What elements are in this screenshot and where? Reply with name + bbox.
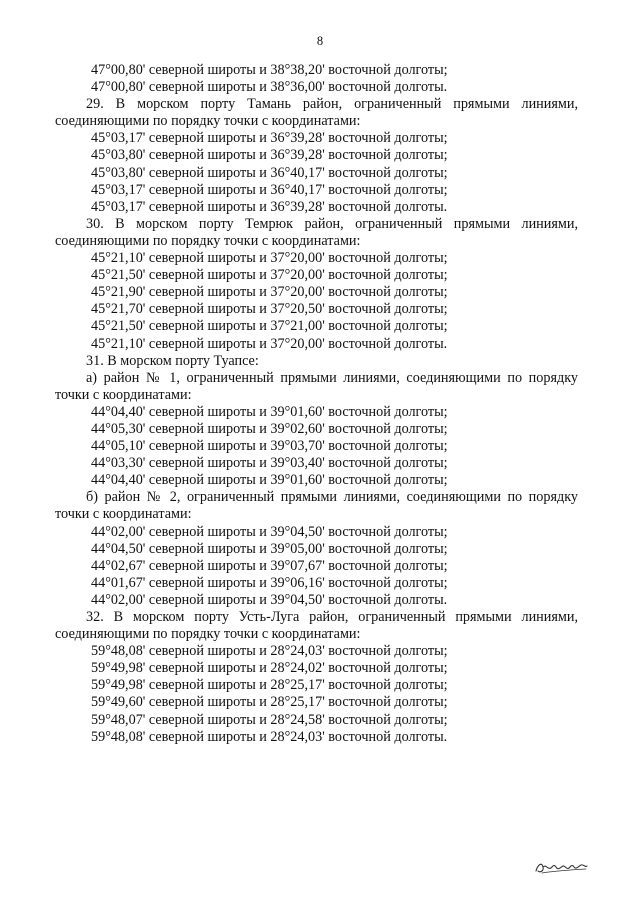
coordinate-line: 47°00,80' северной широты и 38°36,00' восточной долготы. (91, 79, 448, 96)
coordinate-line: 45°03,80' северной широты и 36°39,28' восточной долготы; (91, 147, 448, 164)
numbered-paragraph: 31. В морском порту Туапсе: (86, 352, 259, 369)
coordinate-line: 44°02,00' северной широты и 39°04,50' восточной долготы. (91, 591, 448, 608)
subparagraph: б) район № 2, ограниченный прямыми линиями, соединяющими по порядку точки с координатами: (55, 489, 578, 523)
coordinate-line: 45°21,50' северной широты и 37°20,00' восточной долготы; (91, 267, 448, 284)
coordinate-line: 59°48,07' северной широты и 28°24,58' восточной долготы; (91, 711, 448, 728)
coordinate-line: 45°21,90' северной широты и 37°20,00' восточной долготы; (91, 284, 448, 301)
coordinate-line: 45°21,10' северной широты и 37°20,00' восточной долготы. (91, 335, 448, 352)
coordinate-line: 59°48,08' северной широты и 28°24,03' восточной долготы; (91, 643, 448, 660)
numbered-paragraph: 30. В морском порту Темрюк район, ограниченный прямыми линиями, соединяющими по порядку точки с координатами: (55, 215, 578, 249)
coordinate-line: 45°03,17' северной широты и 36°39,28' восточной долготы; (91, 130, 448, 147)
coordinate-line: 47°00,80' северной широты и 38°38,20' восточной долготы; (91, 62, 448, 78)
coordinate-line: 59°49,98' северной широты и 28°24,02' восточной долготы; (91, 660, 448, 677)
coordinate-line: 45°03,17' северной широты и 36°40,17' восточной долготы; (91, 181, 448, 198)
numbered-paragraph: 32. В морском порту Усть-Луга район, ограниченный прямыми линиями, соединяющими по порядку точки с координатами: (55, 609, 578, 643)
coordinate-line: 45°21,10' северной широты и 37°20,00' восточной долготы; (91, 250, 448, 267)
coordinate-line: 59°49,60' северной широты и 28°25,17' восточной долготы; (91, 694, 448, 711)
coordinate-line: 44°04,40' северной широты и 39°01,60' восточной долготы; (91, 472, 448, 489)
document-body (55, 62, 610, 746)
coordinate-line: 44°02,67' северной широты и 39°07,67' восточной долготы; (91, 557, 448, 574)
handwritten-signature (534, 858, 590, 876)
coordinate-line: 44°03,30' северной широты и 39°03,40' восточной долготы; (91, 455, 448, 472)
coordinate-line: 44°04,50' северной широты и 39°05,00' восточной долготы; (91, 540, 448, 557)
coordinate-line: 44°05,30' северной широты и 39°02,60' восточной долготы; (91, 420, 448, 437)
numbered-paragraph: 29. В морском порту Тамань район, ограниченный прямыми линиями, соединяющими по порядку точки с координатами: (55, 96, 578, 130)
coordinate-line: 45°21,50' северной широты и 37°21,00' восточной долготы; (91, 318, 448, 335)
page-number: 8 (316, 34, 324, 48)
coordinate-line: 45°21,70' северной широты и 37°20,50' восточной долготы; (91, 301, 448, 318)
coordinate-line: 44°01,67' северной широты и 39°06,16' восточной долготы; (91, 574, 448, 591)
coordinate-line: 59°49,98' северной широты и 28°25,17' восточной долготы; (91, 677, 448, 694)
coordinate-line: 45°03,17' северной широты и 36°39,28' восточной долготы. (91, 198, 448, 215)
coordinate-line: 59°48,08' северной широты и 28°24,03' восточной долготы. (91, 728, 448, 745)
coordinate-line: 44°04,40' северной широты и 39°01,60' восточной долготы; (91, 403, 448, 420)
coordinate-line: 44°05,10' северной широты и 39°03,70' восточной долготы; (91, 438, 448, 455)
subparagraph: а) район № 1, ограниченный прямыми линиями, соединяющими по порядку точки с координатами: (55, 369, 578, 403)
coordinate-line: 44°02,00' северной широты и 39°04,50' восточной долготы; (91, 523, 448, 540)
coordinate-line: 45°03,80' северной широты и 36°40,17' восточной долготы; (91, 164, 448, 181)
